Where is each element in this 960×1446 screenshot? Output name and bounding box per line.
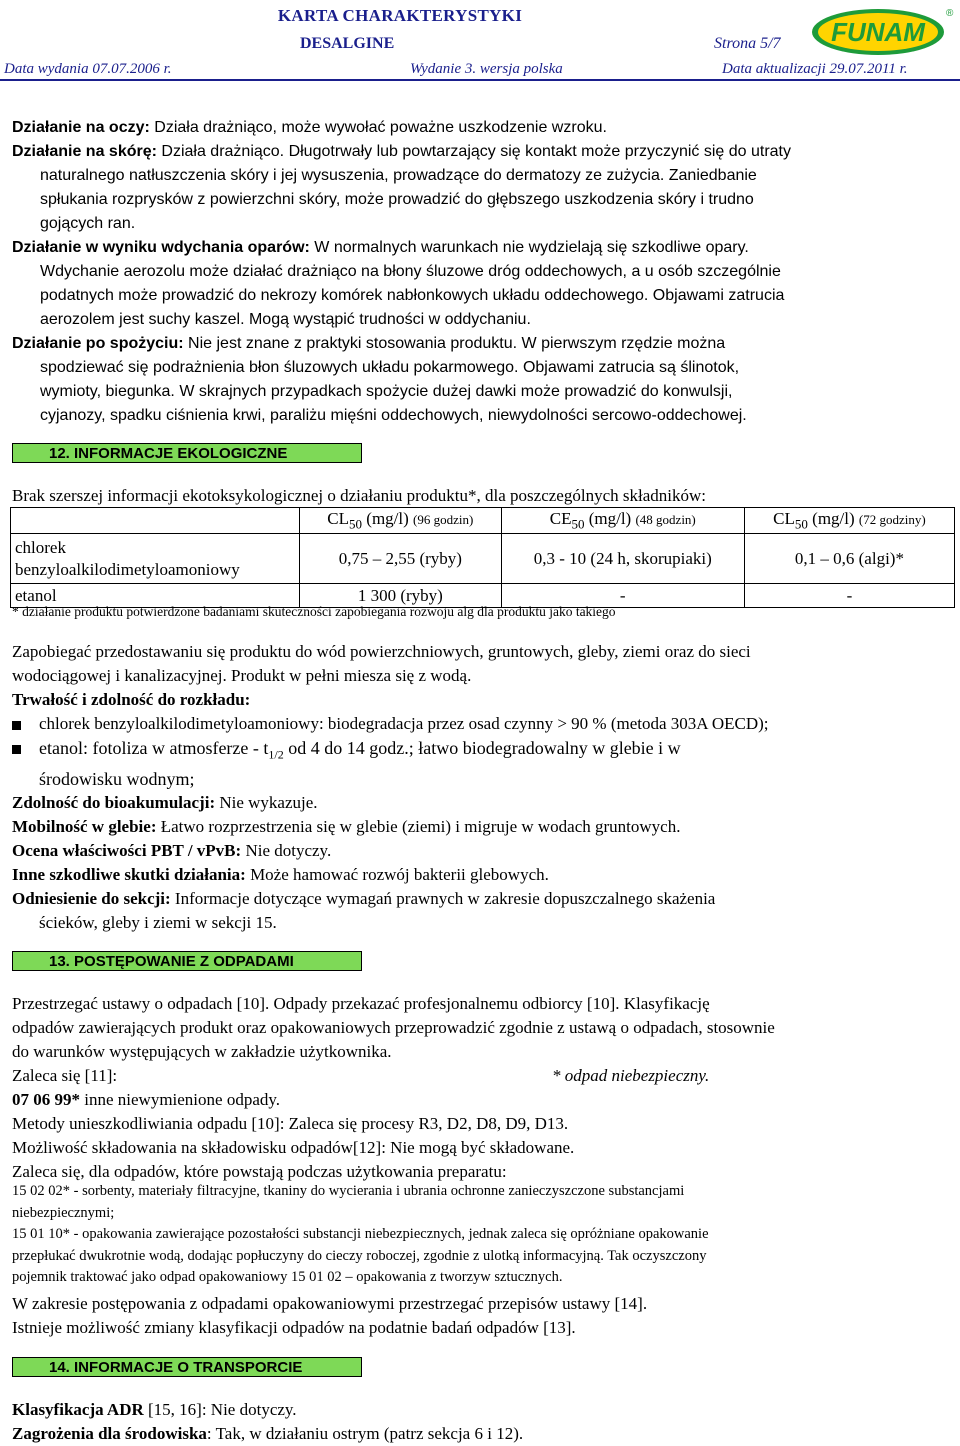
- table-header-cl50-96h: $CL_{50}$ (mg/l) (96 godzin): [300, 508, 502, 534]
- waste-line-4: Zaleca się [11]: * odpad niebezpieczny.: [12, 1066, 710, 1085]
- prevent-line-2: wodociągowej i kanalizacyjnej. Produkt w pełni miesza się z wodą.: [12, 666, 472, 685]
- persistence-label: Trwałość i zdolność do rozkładu:: [12, 690, 251, 709]
- prevent-line-1: Zapobiegać przedostawaniu się produktu do wód powierzchniowych, gruntowych, gleby, ziemi oraz do sieci: [12, 642, 751, 661]
- inhal-label: Działanie w wyniku wdychania oparów:: [12, 239, 310, 256]
- header-edition: Wydanie 3. wersja polska: [410, 61, 563, 77]
- header-title: KARTA CHARAKTERYSTYKI: [277, 6, 523, 25]
- section-14-heading: 14. INFORMACJE O TRANSPORCIE: [12, 1357, 362, 1377]
- waste-line-2: odpadów zawierających produkt oraz opakowaniowych przeprowadzić zgodnie z ustawą o odpadach, stosownie: [12, 1018, 775, 1037]
- inhal-line-2: Wdychanie aerozolu może działać drażniąco na błony śluzowe dróg oddechowych, a u osób szczególnie: [40, 263, 781, 280]
- ingest-line-3: wymioty, biegunka. W skrajnych przypadkach spożycie dużej dawki może prowadzić do konwulsji,: [40, 383, 733, 400]
- env-hazard-line: Zagrożenia dla środowiska: Tak, w działaniu ostrym (patrz sekcja 6 i 12).: [12, 1424, 524, 1443]
- waste-line-3: do warunków występujących w zakładzie użytkownika.: [12, 1042, 392, 1061]
- ingest-line-4: cyjanozy, spadku ciśnienia krwi, paraliżu mięśni oddechowych, niewydolności sercowo-oddechowej.: [40, 407, 747, 424]
- ingest-label: Działanie po spożyciu:: [12, 335, 184, 352]
- waste-code-2-cont-2: pojemnik traktować jako odpad opakowaniowy 15 01 02 – opakowania z tworzyw sztucznych.: [12, 1269, 563, 1285]
- funam-logo-icon: [808, 4, 954, 58]
- skin-line-4: gojących ran.: [40, 215, 136, 232]
- table-cell-value: 1 300 (ryby): [300, 584, 502, 608]
- waste-block: [12, 992, 947, 1184]
- inhal-line-1: [12, 236, 947, 260]
- header-page-number: Strona 5/7: [714, 35, 781, 52]
- table-cell-substance: etanol: [11, 584, 300, 608]
- inhal-text-1: W normalnych warunkach nie wydzielają się szkodliwe opary.: [309, 239, 749, 256]
- skin-line-2: naturalnego natłuszczenia skóry i jej wysuszenia, prowadzące do dermatozy ze zużycia. Zaniedbanie: [40, 167, 757, 184]
- ingest-text-1: Nie jest znane z praktyki stosowania produktu. W pierwszym rzędzie można: [183, 335, 726, 352]
- ingest-line-1: [12, 332, 947, 356]
- table-cell-value: -: [501, 584, 744, 608]
- table-footnote: * działanie produktu potwierdzone badaniami skuteczności zapobiegania rozwoju alg dla produktu jako takiego: [12, 604, 616, 619]
- waste-line-8: Zaleca się, dla odpadów, które powstają podczas użytkowania preparatu:: [12, 1162, 507, 1181]
- table-row: [11, 534, 955, 584]
- skin-label: Działanie na skórę:: [12, 143, 157, 160]
- waste-codes-block: [12, 1181, 947, 1289]
- other-effects-line: Inne szkodliwe skutki działania: Może hamować rozwój bakterii glebowych.: [12, 864, 549, 884]
- inhal-line-4: aerozolem jest suchy kaszel. Mogą wystąpić trudności w oddychaniu.: [40, 311, 531, 328]
- eco-intro: Brak szerszej informacji ekotoksykologicznej o działaniu produktu*, dla poszczególnych składników:: [12, 486, 706, 505]
- waste-block-end: [12, 1292, 947, 1340]
- header-product: DESALGINE: [300, 35, 395, 52]
- waste-line-7: Możliwość składowania na składowisku odpadów[12]: Nie mogą być składowane.: [12, 1138, 575, 1157]
- ingest-line-2: spodziewać się podrażnienia błon śluzowych układu pokarmowego. Objawami zatrucia są ślinotok,: [40, 359, 740, 376]
- logo-wordmark: FUNAM: [831, 17, 925, 47]
- table-header-row: [11, 508, 955, 534]
- effects-block: [12, 116, 947, 428]
- waste-line-9: W zakresie postępowania z odpadami opakowaniowymi przestrzegać przepisów ustawy [14].: [12, 1294, 648, 1313]
- bullet-item-1: chlorek benzyloalkilodimetyloamoniowy: biodegradacja przez osad czynny > 90 % (metoda 303A OECD);: [12, 712, 947, 736]
- table-header-ce50-48h: $CE_{50}$ (mg/l) (48 godzin): [501, 508, 744, 534]
- skin-line-1: [12, 140, 947, 164]
- section-reference-line-2: ścieków, gleby i ziemi w sekcji 15.: [39, 912, 277, 932]
- mobility-line: Mobilność w glebie: Łatwo rozprzestrzenia się w glebie (ziemi) i migruje w wodach gruntowych.: [12, 816, 681, 836]
- waste-code-1-cont: niebezpiecznymi;: [12, 1204, 115, 1221]
- table-cell-substance: chlorek benzyloalkilodimetyloamoniowy: [11, 534, 300, 584]
- bullet-square-icon: [12, 721, 21, 730]
- eyes-text: Działa drażniąco, może wywołać poważne uszkodzenie wzroku.: [149, 119, 607, 136]
- inhal-line-3: podatnych może prowadzić do nekrozy komórek nabłonkowych układu oddechowego. Objawami zatrucia: [40, 287, 785, 304]
- skin-line-3: spłukania rozprysków z powierzchni skóry, może prowadzić do głębszego uszkodzenia skóry i trudno: [40, 191, 754, 208]
- ecotox-table: [10, 507, 955, 608]
- eyes-line: [12, 116, 947, 140]
- table-cell-value: 0,75 – 2,55 (ryby): [300, 534, 502, 584]
- bullet-square-icon: [12, 745, 21, 754]
- section-reference-line: Odniesienie do sekcji: Informacje dotyczące wymagań prawnych w zakresie dopuszczalnego skażenia: [12, 888, 716, 908]
- adr-line: Klasyfikacja ADR [15, 16]: Nie dotyczy.: [12, 1400, 297, 1419]
- bullet-item-2: etanol: fotoliza w atmosferze - $t_{1/2}$ od 4 do 14 godz.; łatwo biodegradowalny w glebie i w: [12, 736, 947, 767]
- section-13-heading: 13. POSTĘPOWANIE Z ODPADAMI: [12, 951, 362, 971]
- table-cell-value: 0,3 - 10 (24 h, skorupiaki): [501, 534, 744, 584]
- bioacc-line: Zdolność do bioakumulacji: Nie wykazuje.: [12, 792, 318, 812]
- logo-registered-mark: ®: [946, 8, 954, 19]
- eyes-label: Działanie na oczy:: [12, 119, 150, 136]
- waste-line-1: Przestrzegać ustawy o odpadach [10]. Odpady przekazać profesjonalnemu odbiorcy [10]. Klasyfikację: [12, 994, 710, 1013]
- waste-code-2-cont: przepłukać dwukrotnie wodą, dodając popłuczyny do cieczy roboczej, zgodnie z ulotką informacyjną. Tak oczyszczony: [12, 1247, 707, 1264]
- table-cell-value: -: [744, 584, 954, 608]
- eco-details: [12, 640, 947, 935]
- waste-code-2: 15 01 10* - opakowania zawierające pozostałości substancji niebezpiecznych, jednak zaleca się opróżniane opakowanie: [12, 1226, 709, 1242]
- waste-code-line: 07 06 99* inne niewymienione odpady.: [12, 1090, 281, 1109]
- bullet-item-2-cont: środowisku wodnym;: [39, 768, 195, 789]
- section-12-heading: 12. INFORMACJE EKOLOGICZNE: [12, 443, 362, 463]
- waste-code-1: 15 02 02* - sorbenty, materiały filtracyjne, tkaniny do wycierania i ubrania ochronne zanieczyszczone substancjami: [12, 1183, 685, 1199]
- header-rule: [0, 79, 960, 81]
- waste-line-10: Istnieje możliwość zmiany klasyfikacji odpadów na podatnie badań odpadów [13].: [12, 1318, 576, 1337]
- skin-text-1: Działa drażniąco. Długotrwały lub powtarzający się kontakt może przyczynić się do utraty: [156, 143, 791, 160]
- header-update-date: Data aktualizacji 29.07.2011 r.: [722, 61, 908, 77]
- waste-line-6: Metody unieszkodliwiania odpadu [10]: Zaleca się procesy R3, D2, D8, D9, D13.: [12, 1114, 569, 1133]
- header-issue-date: Data wydania 07.07.2006 r.: [4, 61, 172, 77]
- funam-logo: [808, 4, 954, 58]
- pbt-line: Ocena właściwości PBT / vPvB: Nie dotyczy.: [12, 840, 332, 860]
- table-cell-value: 0,1 – 0,6 (algi)*: [744, 534, 954, 584]
- table-header-empty: [11, 508, 300, 534]
- transport-block: [12, 1398, 947, 1446]
- table-header-cl50-72h: $CL_{50}$ (mg/l) (72 godziny): [744, 508, 954, 534]
